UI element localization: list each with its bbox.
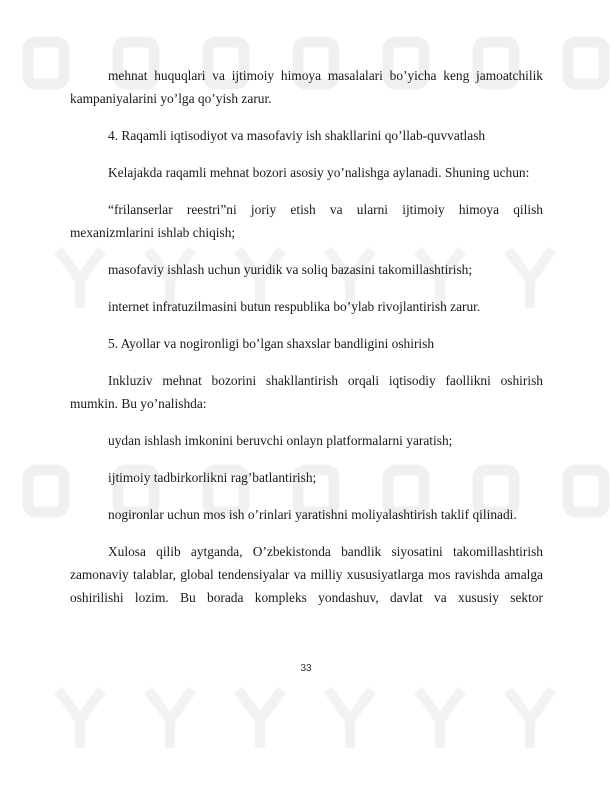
list-item-internet: internet infratuzilmasini butun respublika bo’ylab rivojlantirish zarur. (108, 299, 481, 314)
paragraph-2: Kelajakda raqamli mehnat bozori asosiy yo’nalishga aylanadi. Shuning uchun: (108, 165, 530, 180)
list-item-uydan: uydan ishlash imkonini beruvchi onlayn platformalarni yaratish; (108, 433, 453, 448)
list-item-frilanserlar: “frilanserlar reestri”ni joriy etish va ularni ijtimoiy himoya qilish mexanizmlarini ishlab chiqish; (70, 202, 543, 240)
document-body (70, 64, 543, 609)
paragraph-conclusion: Xulosa qilib aytganda, O’zbekistonda bandlik siyosatini takomillashtirish zamonaviy talablar, global tendensiyalar va milliy xususiyatlarga mos ravishda amalga oshirilishi lozim. Bu borada kompleks yondashuv, davlat va xususiy sektor (70, 544, 543, 605)
paragraph-1: mehnat huquqlari va ijtimoiy himoya masalalari bo’yicha keng jamoatchilik kampaniyalarini yo’lga qo’yish zarur. (70, 68, 543, 106)
heading-5: 5. Ayollar va nogironligi bo’lgan shaxslar bandligini oshirish (108, 336, 435, 351)
paragraph-3: Inkluziv mehnat bozorini shakllantirish orqali iqtisodiy faollikni oshirish mumkin. Bu yo’nalishda: (70, 373, 543, 411)
page-number: 33 (300, 663, 312, 674)
list-item-ijtimoiy: ijtimoiy tadbirkorlikni rag’batlantirish; (108, 470, 317, 485)
list-item-masofaviy: masofaviy ishlash uchun yuridik va soliq bazasini takomillashtirish; (108, 262, 473, 277)
heading-4: 4. Raqamli iqtisodiyot va masofaviy ish shakllarini qo’llab-quvvatlash (108, 128, 486, 143)
list-item-nogironlar: nogironlar uchun mos ish o’rinlari yaratishni moliyalashtirish taklif qilinadi. (108, 507, 517, 522)
